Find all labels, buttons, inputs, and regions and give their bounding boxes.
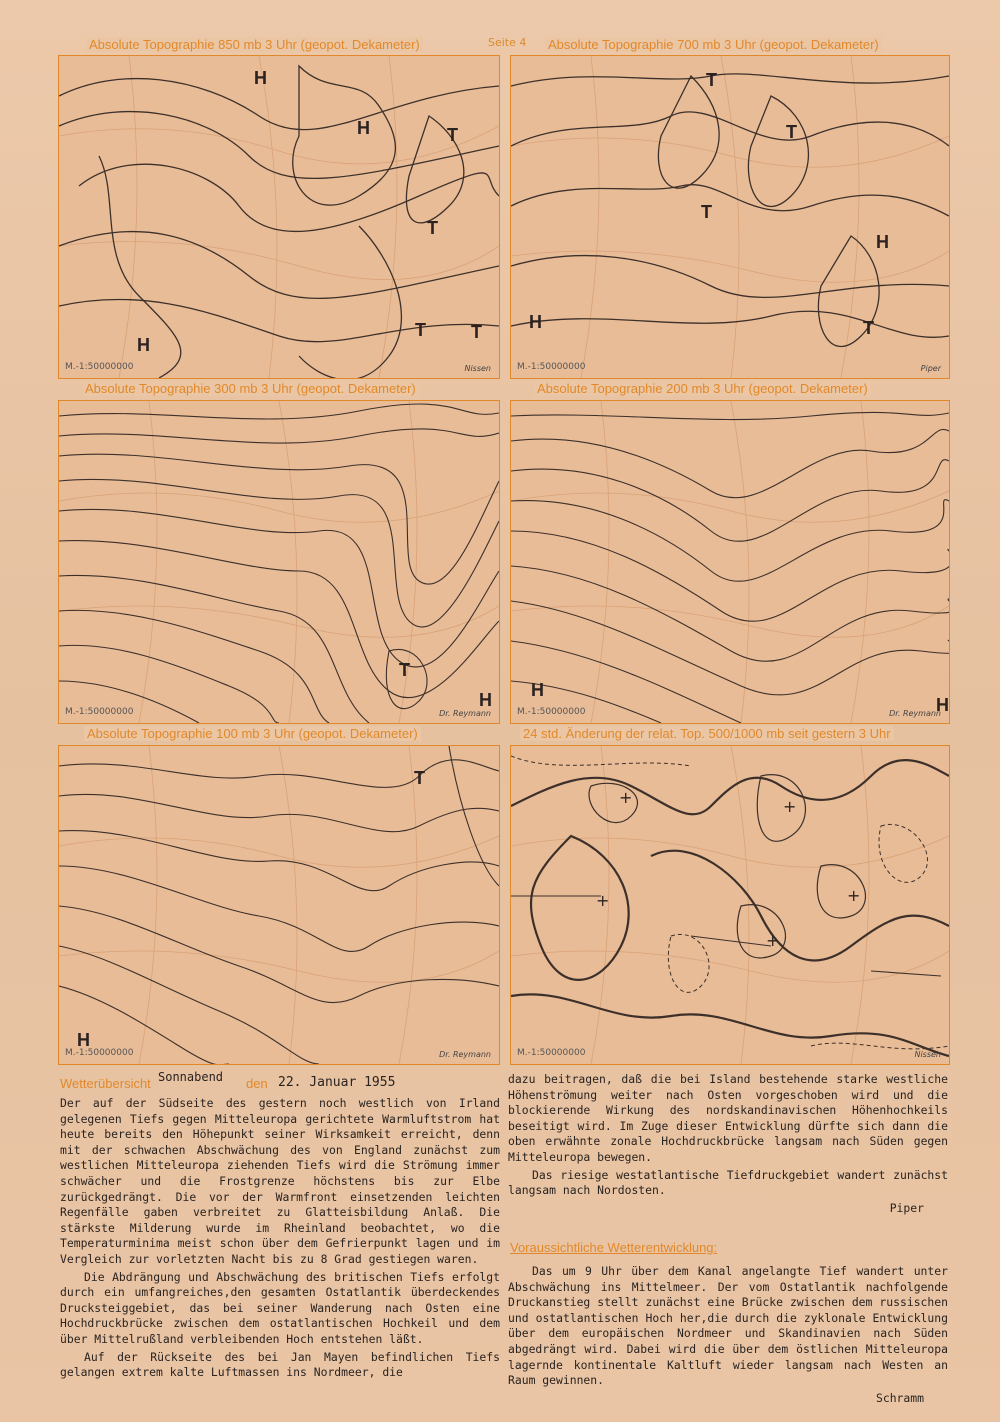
weather-overview-den: den	[246, 1076, 268, 1091]
map-credit: Dr. Reymann	[439, 709, 491, 718]
map-credit: Dr. Reymann	[439, 1050, 491, 1059]
map-title-850mb: Absolute Topographie 850 mb 3 Uhr (geopot. Dekameter)	[86, 37, 423, 52]
marker-high: H	[529, 312, 542, 332]
map-title-change-500-1000: 24 std. Änderung der relat. Top. 500/1000 mb seit gestern 3 Uhr	[520, 726, 894, 741]
map-scale: M.-1:50000000	[65, 707, 134, 717]
forecast-title: Voraussichtliche Wetterentwicklung:	[510, 1240, 718, 1255]
marker-low: T	[471, 322, 482, 342]
map-200mb	[510, 400, 950, 724]
marker-low: T	[447, 125, 458, 145]
marker-low: T	[706, 70, 717, 90]
map-scale: M.-1:50000000	[517, 707, 586, 717]
map-credit: Piper	[920, 364, 941, 373]
marker-plus: +	[783, 797, 797, 816]
overview-paragraph: Der auf der Südseite des gestern noch westlich von Irland gelegenen Tiefs gegen Mitteleuropa gerichtete Warmluftstrom hat heute bereits den Höhepunkt seiner Wirksamkeit erreicht, denn mit der schwachen Abschwächung des von England zunächst zum westlichen Mitteleuropa ziehenden Tiefs wird die Strömung immer schwächer und die Frostgrenze höchstens bis zur Elbe zurückgedrängt. Die vor der Warmfront einsetzenden leichten Regenfälle gaben verbreitet zu Glatteisbildung Anlaß. Die stärkste Milderung wurde im Rheinland beobachtet, wo die Temperaturminima meist schon über dem Gefrierpunkt lagen und im Vergleich zur vorletzten Nacht bis zu 8 Grad gestiegen waren.	[60, 1096, 500, 1266]
marker-low: T	[414, 768, 425, 788]
overview-continuation: dazu beitragen, daß die bei Island bestehende starke westliche Höhenströmung weiter nach Osten vorgeschoben wird und die blockierende Wirkung des nordskandinavischen Höhenhochkeils beseitigt wird. Im Zuge dieser Entwicklung dürfte sich dann die oben erwähnte zonale Hochdruckbrücke langsam nach Süden gegen Mitteleuropa bewegen.	[508, 1072, 948, 1164]
map-credit: Nissen	[464, 364, 491, 373]
weather-overview-header	[60, 1072, 500, 1094]
marker-low: T	[786, 122, 797, 142]
contour-lines	[511, 56, 949, 378]
marker-plus: +	[847, 886, 861, 905]
map-scale: M.-1:50000000	[517, 1048, 586, 1058]
map-850mb	[58, 55, 500, 379]
weather-overview-title: Wetterübersicht	[60, 1076, 151, 1091]
marker-high: H	[479, 690, 492, 710]
contour-lines	[511, 401, 949, 723]
marker-low: T	[701, 202, 712, 222]
weather-overview-date: 22. Januar 1955	[278, 1075, 396, 1090]
marker-low: T	[399, 660, 410, 680]
weather-overview-left-column	[60, 1096, 500, 1383]
marker-high: H	[77, 1030, 90, 1050]
map-relative-change	[510, 745, 950, 1065]
contour-lines	[59, 401, 499, 723]
weather-overview-day: Sonnabend	[158, 1070, 224, 1084]
map-title-100mb: Absolute Topographie 100 mb 3 Uhr (geopot. Dekameter)	[84, 726, 421, 741]
marker-high: H	[254, 68, 267, 88]
marker-high: H	[876, 232, 889, 252]
marker-low: T	[415, 320, 426, 340]
map-title-200mb: Absolute Topographie 200 mb 3 Uhr (geopot. Dekameter)	[534, 381, 871, 396]
map-300mb	[58, 400, 500, 724]
contour-lines	[511, 746, 949, 1064]
map-credit: Nissen	[914, 1050, 941, 1059]
marker-high: H	[936, 695, 949, 715]
map-title-300mb: Absolute Topographie 300 mb 3 Uhr (geopot. Dekameter)	[82, 381, 419, 396]
marker-plus: +	[596, 891, 610, 910]
overview-paragraph: Die Abdrängung und Abschwächung des britischen Tiefs erfolgt durch ein umfangreiches,den gesamten Ostatlantik überdeckendes Drucksteiggebiet, das bei seiner Wanderung nach Osten eine Hochdruckbrücke zwischen dem ostatlantischen Hochkeil und dem über Mittelrußland verbleibenden Hoch entstehen läßt.	[60, 1269, 500, 1346]
map-scale: M.-1:50000000	[65, 1048, 134, 1058]
forecast-signature: Schramm	[875, 1390, 924, 1405]
overview-paragraph: Auf der Rückseite des bei Jan Mayen befindlichen Tiefs gelangen extrem kalte Luftmassen ins Nordmeer, die	[60, 1349, 500, 1380]
weather-overview-right-column	[508, 1072, 948, 1218]
marker-low: T	[863, 318, 874, 338]
forecast-column	[508, 1264, 948, 1408]
marker-plus: +	[619, 788, 633, 807]
map-100mb	[58, 745, 500, 1065]
overview-continuation: Das riesige westatlantische Tiefdruckgebiet wandert zunächst langsam nach Nordosten.	[508, 1167, 948, 1198]
map-title-700mb: Absolute Topographie 700 mb 3 Uhr (geopot. Dekameter)	[545, 37, 882, 52]
forecast-paragraph: Das um 9 Uhr über dem Kanal angelangte Tief wandert unter Abschwächung ins Mittelmeer. Der vom Ostatlantik nachfolgende Druckanstieg stellt zunächst eine Brücke zwischen dem russischen und ostatlantischen Hoch her,die durch die zyklonale Entwicklung über dem europäischen Nordmeer und Skandinavien nach Süden abgedrängt wird. Dabei wird die über dem östlichen Mitteleuropa lagernde kontinentale Kaltluft wieder langsam nach Westen an Raum gewinnen.	[508, 1264, 948, 1388]
map-700mb	[510, 55, 950, 379]
map-credit: Dr. Reymann	[889, 709, 941, 718]
marker-plus: +	[766, 931, 780, 950]
page-number: Seite 4	[488, 36, 527, 49]
marker-high: H	[357, 118, 370, 138]
contour-lines	[59, 746, 499, 1064]
overview-signature: Piper	[889, 1200, 924, 1215]
map-scale: M.-1:50000000	[517, 362, 586, 372]
map-scale: M.-1:50000000	[65, 362, 134, 372]
marker-high: H	[137, 335, 150, 355]
marker-low: T	[427, 218, 438, 238]
contour-lines	[59, 56, 499, 378]
marker-high: H	[531, 680, 544, 700]
